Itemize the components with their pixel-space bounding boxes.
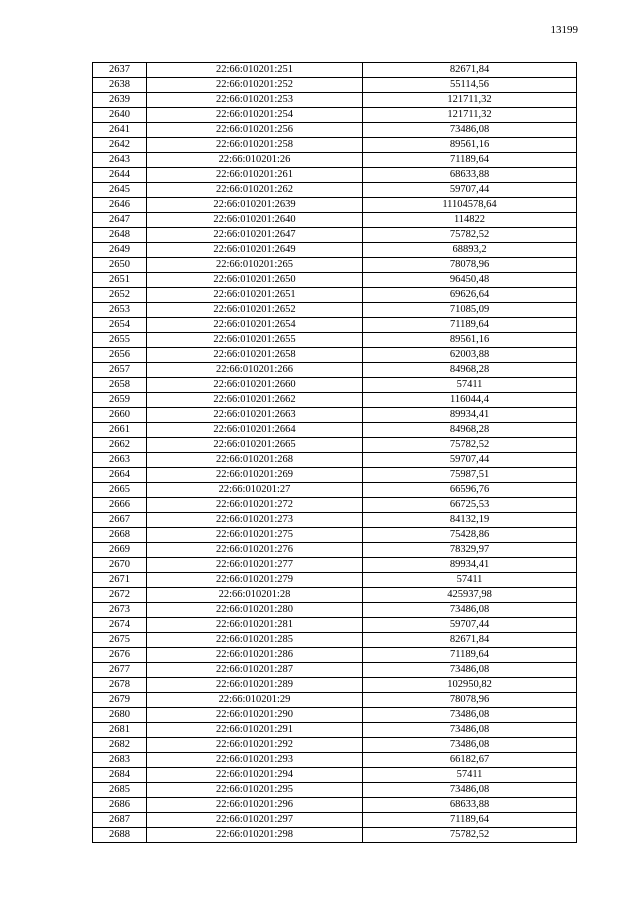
row-number-cell: 2685: [93, 783, 147, 798]
table-row: [93, 483, 577, 498]
cadastral-number-cell: 22:66:010201:2665: [147, 438, 363, 453]
row-number-cell: 2679: [93, 693, 147, 708]
table-row: [93, 813, 577, 828]
table-row: [93, 663, 577, 678]
row-number-cell: 2656: [93, 348, 147, 363]
cadastral-number-cell: 22:66:010201:272: [147, 498, 363, 513]
cadastral-number-cell: 22:66:010201:2652: [147, 303, 363, 318]
cadastral-number-cell: 22:66:010201:258: [147, 138, 363, 153]
cadastral-value-cell: 73486,08: [363, 738, 577, 753]
table-row: [93, 828, 577, 843]
row-number-cell: 2662: [93, 438, 147, 453]
row-number-cell: 2653: [93, 303, 147, 318]
row-number-cell: 2646: [93, 198, 147, 213]
cadastral-number-cell: 22:66:010201:29: [147, 693, 363, 708]
cadastral-number-cell: 22:66:010201:2662: [147, 393, 363, 408]
cadastral-value-cell: 116044,4: [363, 393, 577, 408]
cadastral-value-cell: 73486,08: [363, 603, 577, 618]
row-number-cell: 2669: [93, 543, 147, 558]
row-number-cell: 2652: [93, 288, 147, 303]
row-number-cell: 2648: [93, 228, 147, 243]
cadastral-number-cell: 22:66:010201:277: [147, 558, 363, 573]
table-row: [93, 618, 577, 633]
row-number-cell: 2668: [93, 528, 147, 543]
cadastral-value-table: [92, 62, 577, 843]
cadastral-value-cell: 89561,16: [363, 333, 577, 348]
row-number-cell: 2681: [93, 723, 147, 738]
table-row: [93, 558, 577, 573]
cadastral-number-cell: 22:66:010201:256: [147, 123, 363, 138]
row-number-cell: 2675: [93, 633, 147, 648]
cadastral-value-cell: 59707,44: [363, 453, 577, 468]
row-number-cell: 2651: [93, 273, 147, 288]
cadastral-value-cell: 114822: [363, 213, 577, 228]
cadastral-value-cell: 66725,53: [363, 498, 577, 513]
row-number-cell: 2659: [93, 393, 147, 408]
row-number-cell: 2638: [93, 78, 147, 93]
cadastral-number-cell: 22:66:010201:286: [147, 648, 363, 663]
cadastral-number-cell: 22:66:010201:2639: [147, 198, 363, 213]
row-number-cell: 2667: [93, 513, 147, 528]
cadastral-value-cell: 66596,76: [363, 483, 577, 498]
cadastral-value-cell: 121711,32: [363, 108, 577, 123]
cadastral-value-cell: 84968,28: [363, 423, 577, 438]
cadastral-value-cell: 73486,08: [363, 783, 577, 798]
row-number-cell: 2641: [93, 123, 147, 138]
row-number-cell: 2674: [93, 618, 147, 633]
table-row: [93, 198, 577, 213]
cadastral-value-cell: 89561,16: [363, 138, 577, 153]
table-row: [93, 783, 577, 798]
row-number-cell: 2657: [93, 363, 147, 378]
cadastral-value-cell: 73486,08: [363, 708, 577, 723]
cadastral-number-cell: 22:66:010201:289: [147, 678, 363, 693]
table-row: [93, 678, 577, 693]
table-row: [93, 168, 577, 183]
table-row: [93, 798, 577, 813]
row-number-cell: 2687: [93, 813, 147, 828]
row-number-cell: 2670: [93, 558, 147, 573]
table-body: [93, 63, 577, 843]
cadastral-number-cell: 22:66:010201:2663: [147, 408, 363, 423]
cadastral-value-cell: 69626,64: [363, 288, 577, 303]
row-number-cell: 2660: [93, 408, 147, 423]
cadastral-value-cell: 75987,51: [363, 468, 577, 483]
cadastral-value-cell: 84968,28: [363, 363, 577, 378]
table-row: [93, 723, 577, 738]
cadastral-value-cell: 82671,84: [363, 633, 577, 648]
cadastral-number-cell: 22:66:010201:2649: [147, 243, 363, 258]
cadastral-value-cell: 75782,52: [363, 228, 577, 243]
table-row: [93, 693, 577, 708]
cadastral-value-cell: 62003,88: [363, 348, 577, 363]
table-row: [93, 228, 577, 243]
cadastral-value-cell: 89934,41: [363, 408, 577, 423]
table-row: [93, 123, 577, 138]
table-row: [93, 708, 577, 723]
cadastral-value-cell: 89934,41: [363, 558, 577, 573]
table-row: [93, 393, 577, 408]
table-row: [93, 363, 577, 378]
row-number-cell: 2673: [93, 603, 147, 618]
cadastral-value-cell: 55114,56: [363, 78, 577, 93]
table-row: [93, 738, 577, 753]
cadastral-number-cell: 22:66:010201:279: [147, 573, 363, 588]
cadastral-number-cell: 22:66:010201:293: [147, 753, 363, 768]
row-number-cell: 2637: [93, 63, 147, 78]
cadastral-value-cell: 66182,67: [363, 753, 577, 768]
cadastral-number-cell: 22:66:010201:253: [147, 93, 363, 108]
table-row: [93, 138, 577, 153]
table-row: [93, 408, 577, 423]
cadastral-value-cell: 75782,52: [363, 828, 577, 843]
cadastral-number-cell: 22:66:010201:266: [147, 363, 363, 378]
table-row: [93, 108, 577, 123]
cadastral-number-cell: 22:66:010201:294: [147, 768, 363, 783]
cadastral-number-cell: 22:66:010201:2660: [147, 378, 363, 393]
cadastral-number-cell: 22:66:010201:287: [147, 663, 363, 678]
table-row: [93, 78, 577, 93]
cadastral-number-cell: 22:66:010201:296: [147, 798, 363, 813]
cadastral-value-cell: 71189,64: [363, 648, 577, 663]
row-number-cell: 2665: [93, 483, 147, 498]
table-row: [93, 528, 577, 543]
cadastral-value-cell: 425937,98: [363, 588, 577, 603]
cadastral-number-cell: 22:66:010201:2664: [147, 423, 363, 438]
cadastral-value-cell: 57411: [363, 573, 577, 588]
cadastral-number-cell: 22:66:010201:297: [147, 813, 363, 828]
cadastral-number-cell: 22:66:010201:268: [147, 453, 363, 468]
cadastral-number-cell: 22:66:010201:298: [147, 828, 363, 843]
row-number-cell: 2676: [93, 648, 147, 663]
cadastral-number-cell: 22:66:010201:295: [147, 783, 363, 798]
row-number-cell: 2661: [93, 423, 147, 438]
cadastral-number-cell: 22:66:010201:2647: [147, 228, 363, 243]
page-number: 13199: [550, 24, 578, 36]
cadastral-value-cell: 121711,32: [363, 93, 577, 108]
cadastral-value-cell: 57411: [363, 378, 577, 393]
row-number-cell: 2647: [93, 213, 147, 228]
table-row: [93, 633, 577, 648]
cadastral-value-cell: 57411: [363, 768, 577, 783]
cadastral-value-cell: 102950,82: [363, 678, 577, 693]
cadastral-value-cell: 59707,44: [363, 183, 577, 198]
cadastral-value-cell: 84132,19: [363, 513, 577, 528]
cadastral-value-cell: 71189,64: [363, 813, 577, 828]
cadastral-value-cell: 71189,64: [363, 318, 577, 333]
table-row: [93, 498, 577, 513]
row-number-cell: 2688: [93, 828, 147, 843]
cadastral-number-cell: 22:66:010201:265: [147, 258, 363, 273]
cadastral-number-cell: 22:66:010201:2654: [147, 318, 363, 333]
cadastral-value-cell: 73486,08: [363, 723, 577, 738]
cadastral-number-cell: 22:66:010201:254: [147, 108, 363, 123]
table-row: [93, 648, 577, 663]
cadastral-value-cell: 68633,88: [363, 798, 577, 813]
table-row: [93, 453, 577, 468]
table-row: [93, 93, 577, 108]
cadastral-number-cell: 22:66:010201:276: [147, 543, 363, 558]
cadastral-number-cell: 22:66:010201:290: [147, 708, 363, 723]
row-number-cell: 2649: [93, 243, 147, 258]
table-row: [93, 603, 577, 618]
table-row: [93, 543, 577, 558]
table-row: [93, 288, 577, 303]
row-number-cell: 2639: [93, 93, 147, 108]
cadastral-number-cell: 22:66:010201:2655: [147, 333, 363, 348]
row-number-cell: 2650: [93, 258, 147, 273]
cadastral-number-cell: 22:66:010201:273: [147, 513, 363, 528]
cadastral-number-cell: 22:66:010201:28: [147, 588, 363, 603]
cadastral-value-cell: 71085,09: [363, 303, 577, 318]
row-number-cell: 2686: [93, 798, 147, 813]
table-row: [93, 348, 577, 363]
cadastral-value-cell: 68893,2: [363, 243, 577, 258]
row-number-cell: 2640: [93, 108, 147, 123]
table-row: [93, 768, 577, 783]
table-row: [93, 318, 577, 333]
cadastral-number-cell: 22:66:010201:27: [147, 483, 363, 498]
cadastral-number-cell: 22:66:010201:281: [147, 618, 363, 633]
table-row: [93, 333, 577, 348]
table-row: [93, 438, 577, 453]
row-number-cell: 2682: [93, 738, 147, 753]
cadastral-number-cell: 22:66:010201:2651: [147, 288, 363, 303]
cadastral-value-cell: 96450,48: [363, 273, 577, 288]
cadastral-number-cell: 22:66:010201:280: [147, 603, 363, 618]
cadastral-number-cell: 22:66:010201:285: [147, 633, 363, 648]
table-row: [93, 378, 577, 393]
table-row: [93, 513, 577, 528]
table-row: [93, 423, 577, 438]
table-row: [93, 153, 577, 168]
cadastral-number-cell: 22:66:010201:26: [147, 153, 363, 168]
row-number-cell: 2664: [93, 468, 147, 483]
cadastral-value-cell: 73486,08: [363, 123, 577, 138]
cadastral-number-cell: 22:66:010201:291: [147, 723, 363, 738]
row-number-cell: 2663: [93, 453, 147, 468]
row-number-cell: 2666: [93, 498, 147, 513]
cadastral-value-cell: 78078,96: [363, 258, 577, 273]
row-number-cell: 2643: [93, 153, 147, 168]
row-number-cell: 2680: [93, 708, 147, 723]
row-number-cell: 2645: [93, 183, 147, 198]
table-row: [93, 63, 577, 78]
cadastral-value-cell: 71189,64: [363, 153, 577, 168]
cadastral-number-cell: 22:66:010201:2650: [147, 273, 363, 288]
table-row: [93, 213, 577, 228]
table-row: [93, 468, 577, 483]
cadastral-number-cell: 22:66:010201:275: [147, 528, 363, 543]
table-row: [93, 243, 577, 258]
table-row: [93, 183, 577, 198]
table-row: [93, 753, 577, 768]
row-number-cell: 2644: [93, 168, 147, 183]
cadastral-value-cell: 73486,08: [363, 663, 577, 678]
row-number-cell: 2684: [93, 768, 147, 783]
cadastral-value-cell: 68633,88: [363, 168, 577, 183]
cadastral-number-cell: 22:66:010201:252: [147, 78, 363, 93]
table-row: [93, 588, 577, 603]
row-number-cell: 2677: [93, 663, 147, 678]
row-number-cell: 2654: [93, 318, 147, 333]
cadastral-value-cell: 82671,84: [363, 63, 577, 78]
row-number-cell: 2671: [93, 573, 147, 588]
cadastral-number-cell: 22:66:010201:262: [147, 183, 363, 198]
row-number-cell: 2672: [93, 588, 147, 603]
row-number-cell: 2678: [93, 678, 147, 693]
cadastral-value-cell: 78078,96: [363, 693, 577, 708]
cadastral-value-cell: 75428,86: [363, 528, 577, 543]
cadastral-value-cell: 78329,97: [363, 543, 577, 558]
cadastral-number-cell: 22:66:010201:251: [147, 63, 363, 78]
row-number-cell: 2683: [93, 753, 147, 768]
cadastral-value-cell: 75782,52: [363, 438, 577, 453]
table-row: [93, 303, 577, 318]
table-row: [93, 573, 577, 588]
cadastral-number-cell: 22:66:010201:261: [147, 168, 363, 183]
cadastral-number-cell: 22:66:010201:292: [147, 738, 363, 753]
cadastral-number-cell: 22:66:010201:2658: [147, 348, 363, 363]
cadastral-value-cell: 11104578,64: [363, 198, 577, 213]
cadastral-number-cell: 22:66:010201:2640: [147, 213, 363, 228]
cadastral-number-cell: 22:66:010201:269: [147, 468, 363, 483]
table-row: [93, 273, 577, 288]
row-number-cell: 2655: [93, 333, 147, 348]
row-number-cell: 2658: [93, 378, 147, 393]
table-row: [93, 258, 577, 273]
cadastral-value-cell: 59707,44: [363, 618, 577, 633]
row-number-cell: 2642: [93, 138, 147, 153]
